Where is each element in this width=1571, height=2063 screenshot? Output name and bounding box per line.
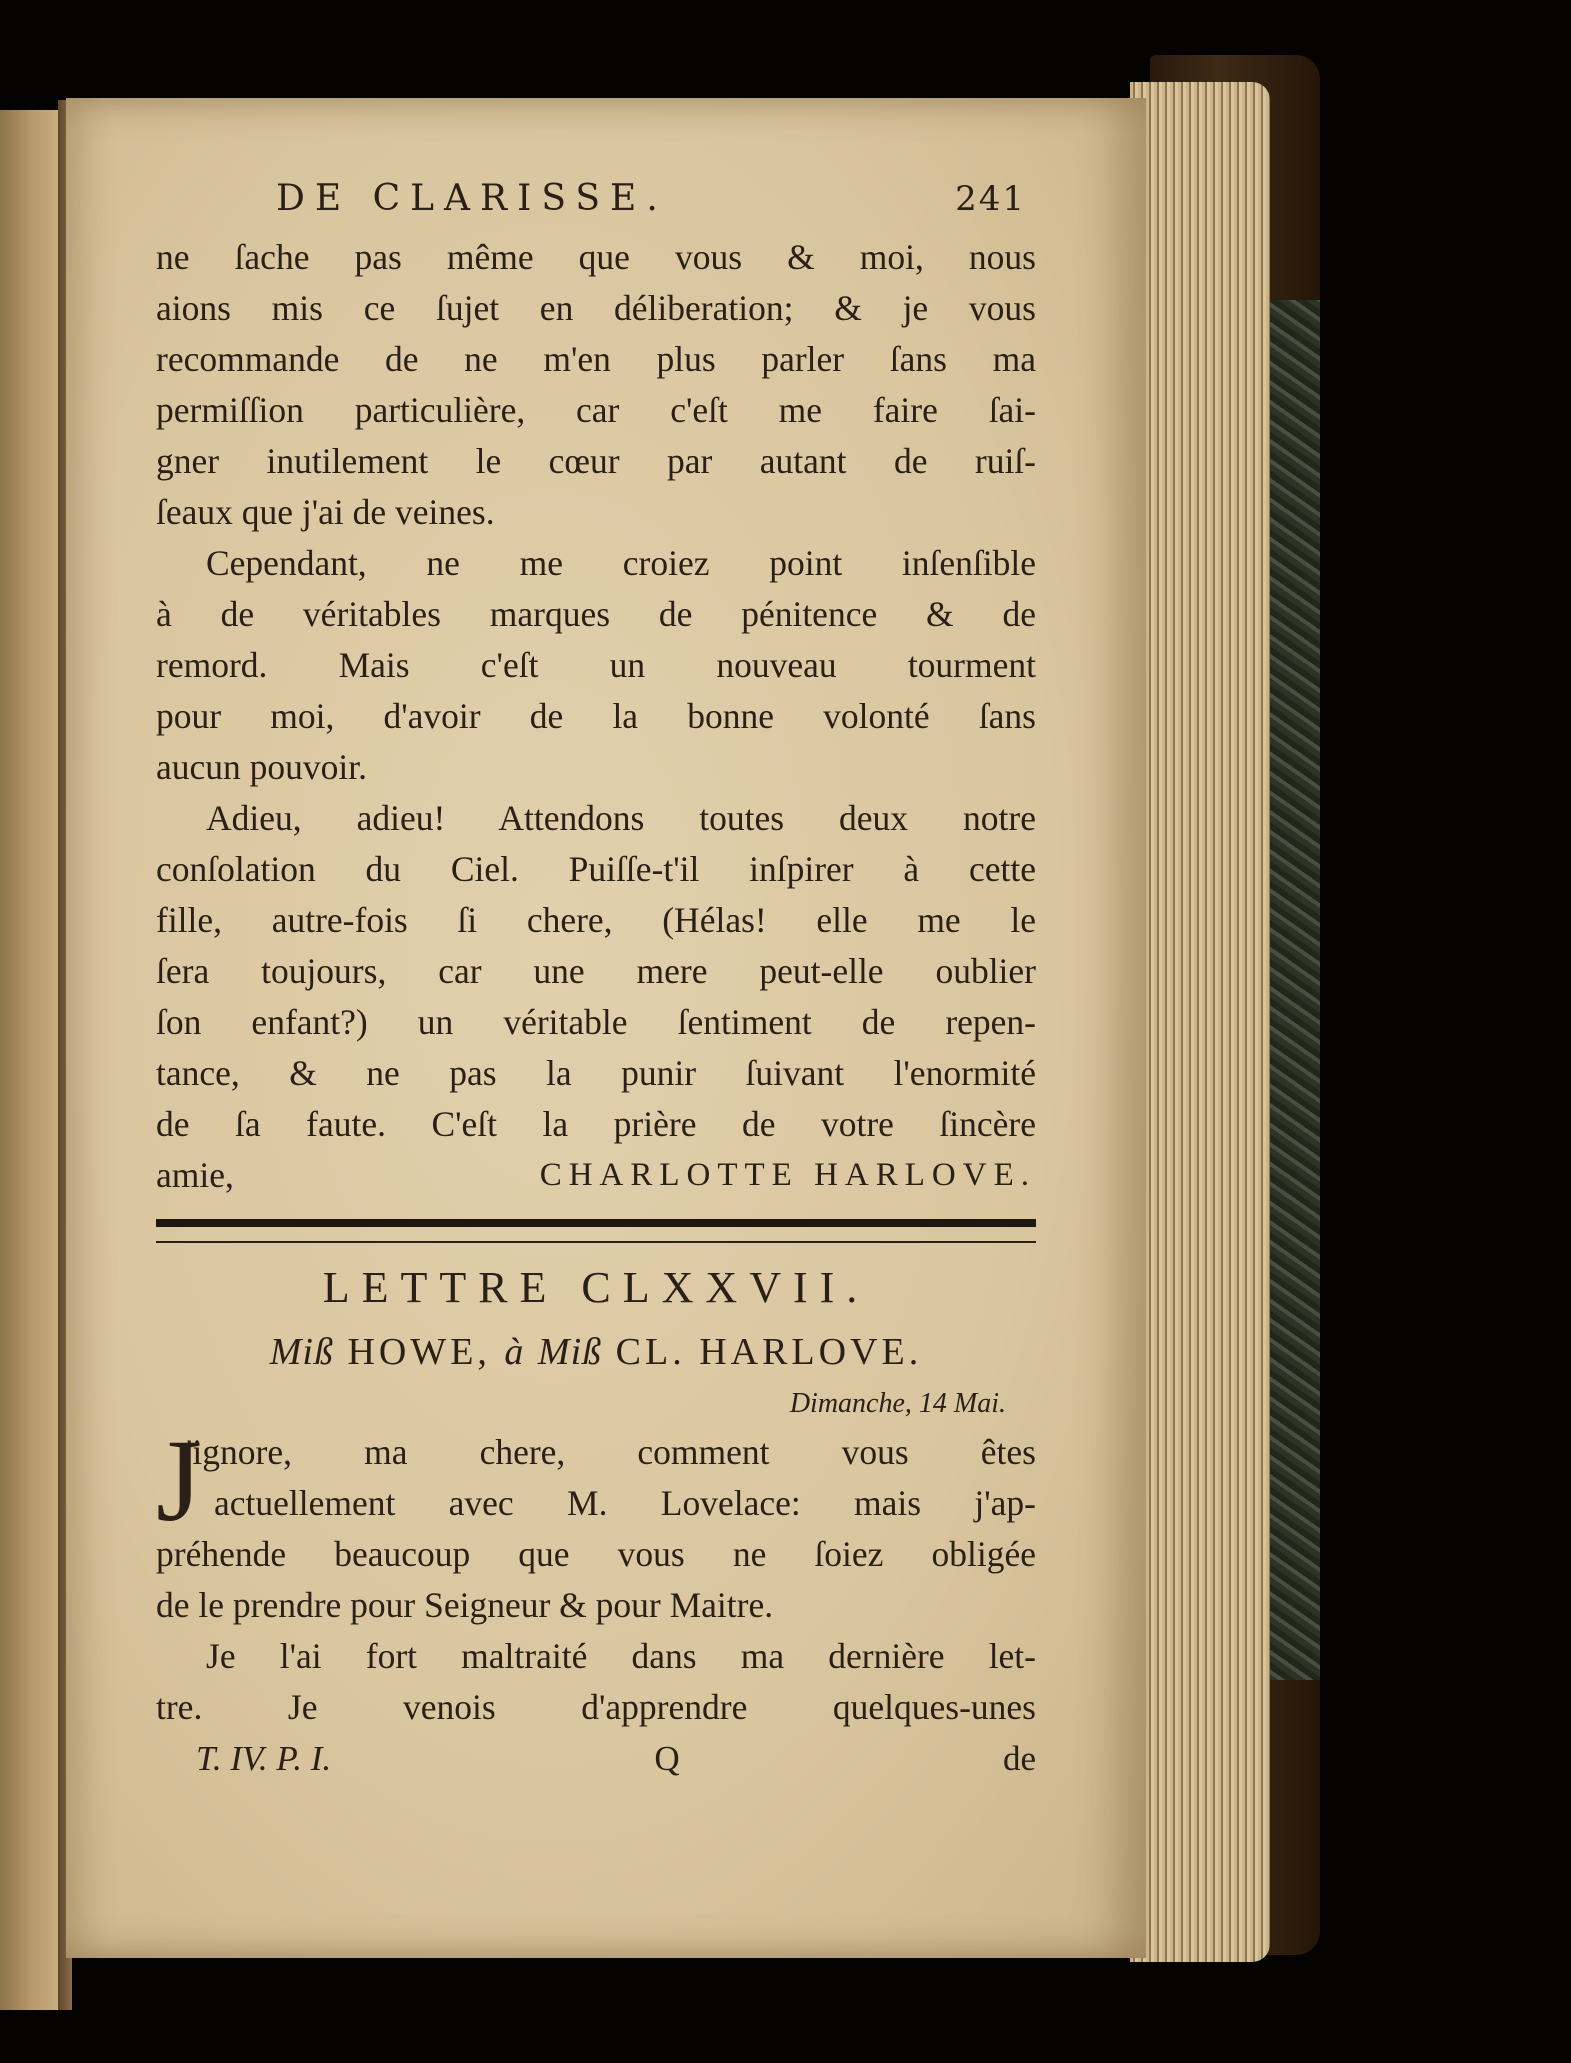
text-block <box>156 178 1036 1784</box>
facing-page-edge <box>0 110 65 2010</box>
text-line: gner inutilement le cœur par autant de ruiſ- <box>156 441 1036 481</box>
catchword: de <box>1002 1739 1036 1778</box>
text-line: préhende beaucoup que vous ne ſoiez obligée <box>156 1534 1036 1574</box>
running-title: DE CLARISSE. <box>276 178 668 219</box>
text-line: ſera toujours, car une mere peut-elle oublier <box>156 951 1036 991</box>
heading-sender: HOWE, <box>347 1331 491 1373</box>
text-line: tre. Je venois d'apprendre quelques-unes <box>156 1687 1036 1727</box>
text-line: de le prendre pour Seigneur & pour Maitre. <box>156 1585 774 1625</box>
heading-recipient: CL. HARLOVE. <box>615 1331 923 1373</box>
text-line: Je l'ai fort maltraité dans ma dernière let- <box>206 1636 1036 1676</box>
text-line: tance, & ne pas la punir ſuivant l'enormité <box>156 1053 1036 1093</box>
text-line: Cependant, ne me croiez point inſenſible <box>206 543 1036 583</box>
signature-prefix: amie, <box>156 1155 234 1195</box>
letter-opening <box>156 1415 1036 1733</box>
letter-heading <box>156 1323 1036 1381</box>
text-line: actuellement avec M. Lovelace: mais j'ap- <box>214 1483 1036 1523</box>
text-line: ſon enfant?) un véritable ſentiment de repen- <box>156 1002 1036 1042</box>
heading-to: à <box>504 1331 525 1373</box>
drop-cap: J <box>156 1415 202 1546</box>
running-head <box>156 178 1036 232</box>
text-line: pour moi, d'avoir de la bonne volonté ſans <box>156 696 1036 736</box>
text-line: à de véritables marques de pénitence & de <box>156 594 1036 634</box>
text-line: Adieu, adieu! Attendons toutes deux notre <box>206 798 1036 838</box>
letter-title: LETTRE CLXXVII. <box>322 1263 870 1312</box>
text-line: aucun pouvoir. <box>156 747 367 787</box>
text-line: ne ſache pas même que vous & moi, nous <box>156 237 1036 277</box>
heading-miss: Miß <box>269 1331 334 1373</box>
marbled-cover-edge <box>1268 300 1320 1680</box>
signature-name: CHARLOTTE HARLOVE. <box>539 1157 1036 1193</box>
page-stack-edges <box>1130 82 1270 1962</box>
quire-mark: Q <box>654 1739 680 1778</box>
text-line: remord. Mais c'eſt un nouveau tourment <box>156 645 1036 685</box>
text-line: 'ignore, ma chere, comment vous êtes <box>186 1432 1036 1472</box>
book-page <box>66 98 1146 1958</box>
text-line: aions mis ce ſujet en déliberation; & je vous <box>156 288 1036 328</box>
letter-signature <box>156 1150 1036 1201</box>
section-rule-thick <box>156 1219 1036 1227</box>
letter-dateline: Dimanche, 14 Mai. <box>789 1388 1006 1419</box>
text-line: conſolation du Ciel. Puiſſe-t'il inſpirer à cette <box>156 849 1036 889</box>
heading-miss: Miß <box>537 1331 603 1373</box>
text-line: permiſſion particulière, car c'eſt me faire ſai- <box>156 390 1036 430</box>
text-line: fille, autre-fois ſi chere, (Hélas! elle me le <box>156 900 1036 940</box>
page-footer <box>156 1733 1036 1784</box>
text-line: ſeaux que j'ai de veines. <box>156 492 495 532</box>
section-rule-thin <box>156 1241 1036 1243</box>
text-line: de ſa faute. C'eſt la prière de votre ſincère <box>156 1104 1036 1144</box>
text-line: recommande de ne m'en plus parler ſans ma <box>156 339 1036 379</box>
body-paragraphs <box>156 232 1036 1201</box>
page-number: 241 <box>955 179 1026 219</box>
signature-mark: T. IV. P. I. <box>196 1739 332 1778</box>
